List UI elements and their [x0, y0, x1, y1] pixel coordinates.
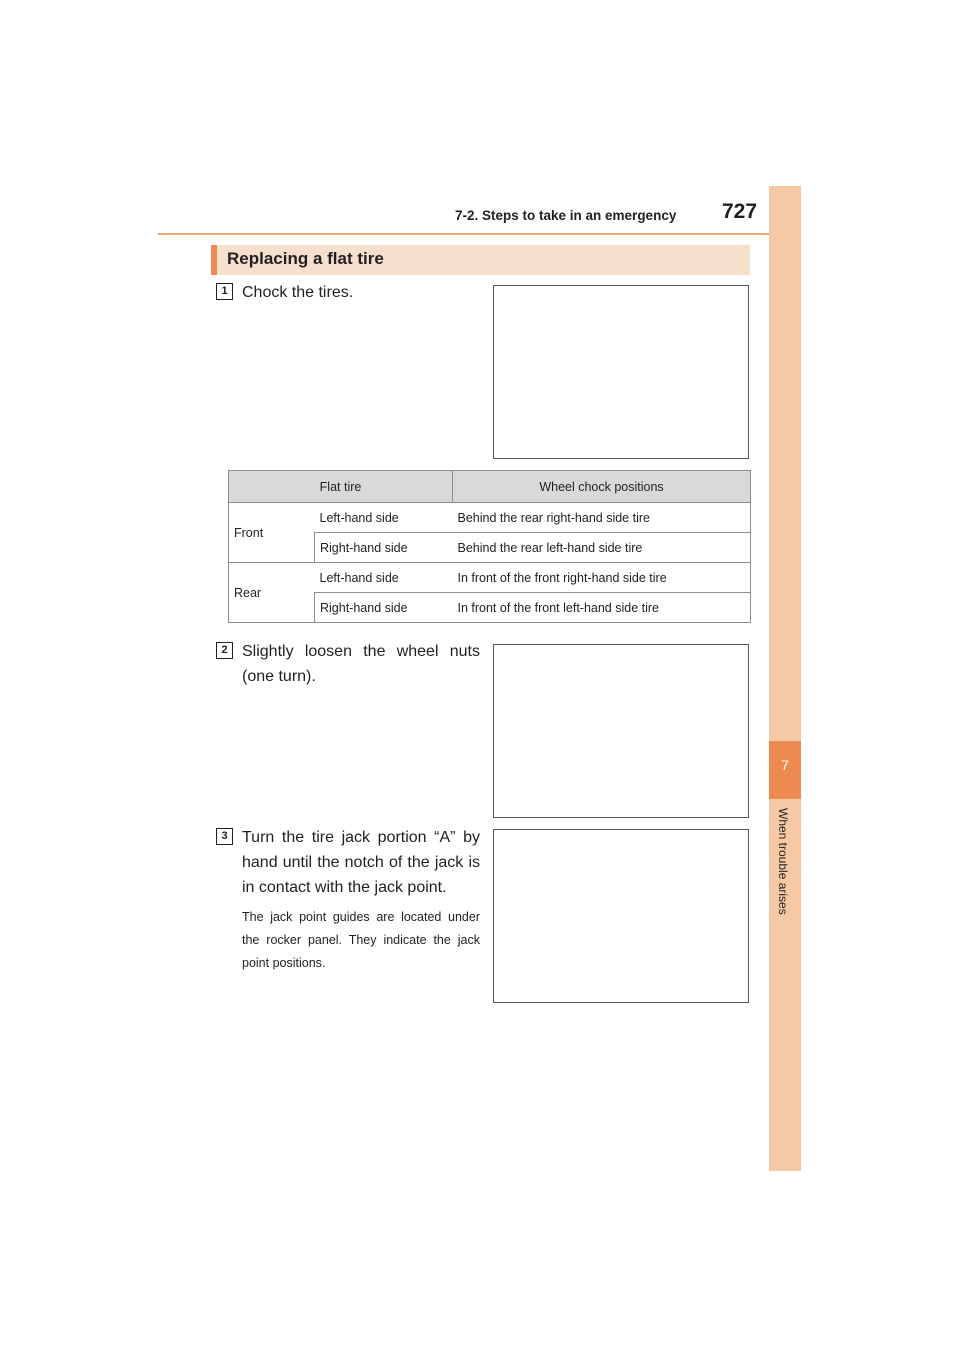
table-cell-position: In front of the front left-hand side tire — [453, 593, 751, 623]
step-text-3: Turn the tire jack portion “A” by hand until the notch of the jack is in contact with the jack point. — [242, 829, 480, 896]
section-title-bar — [211, 245, 750, 275]
header-divider — [158, 233, 800, 235]
table-cell-side: Left-hand side — [315, 563, 453, 593]
table-cell-position: Behind the rear left-hand side tire — [453, 533, 751, 563]
illustration-chock-tires — [493, 285, 749, 459]
step-text-2: Slightly loosen the wheel nuts (one turn). — [242, 643, 480, 685]
step-number-3: 3 — [216, 828, 233, 845]
table-group-label: Rear — [229, 563, 315, 623]
table-cell-side: Right-hand side — [315, 593, 453, 623]
step-note-3: The jack point guides are located under the rocker panel. They indicate the jack point positions. — [242, 910, 480, 970]
illustration-tire-jack — [493, 829, 749, 1003]
chapter-side-tab — [769, 186, 801, 1171]
chapter-title: When trouble arises — [776, 808, 790, 915]
table-header-flat-tire: Flat tire — [229, 471, 453, 503]
wheel-chock-table — [228, 470, 751, 623]
running-header: 7-2. Steps to take in an emergency — [455, 208, 677, 223]
table-row — [229, 563, 751, 593]
section-title: Replacing a flat tire — [227, 249, 384, 268]
table-header-chock-positions: Wheel chock positions — [453, 471, 751, 503]
table-group-label: Front — [229, 503, 315, 563]
page-number: 727 — [722, 200, 758, 223]
illustration-loosen-nuts — [493, 644, 749, 818]
chapter-number-tab — [769, 741, 801, 799]
table-row — [229, 503, 751, 533]
step-number-2: 2 — [216, 642, 233, 659]
table-cell-position: Behind the rear right-hand side tire — [453, 503, 751, 533]
chapter-number: 7 — [781, 757, 789, 773]
step-number-1: 1 — [216, 283, 233, 300]
table-cell-side: Right-hand side — [315, 533, 453, 563]
table-cell-side: Left-hand side — [315, 503, 453, 533]
step-text-1: Chock the tires. — [242, 284, 354, 301]
table-cell-position: In front of the front right-hand side tire — [453, 563, 751, 593]
